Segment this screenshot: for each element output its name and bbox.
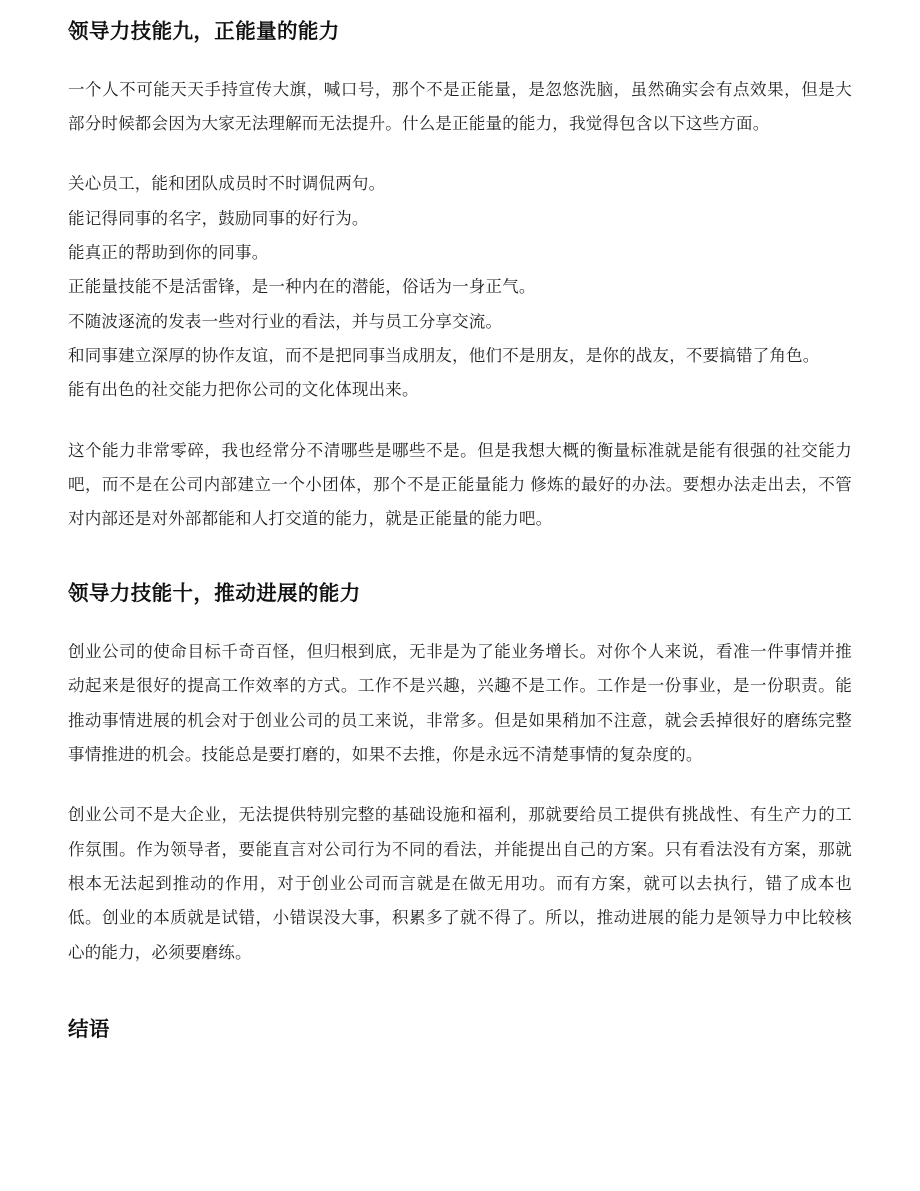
list-item: 关心员工，能和团队成员时不时调侃两句。 bbox=[68, 174, 386, 194]
list-item: 能记得同事的名字，鼓励同事的好行为。 bbox=[68, 208, 369, 228]
list-item: 能有出色的社交能力把你公司的文化体现出来。 bbox=[68, 380, 419, 400]
list-item: 不随波逐流的发表一些对行业的看法，并与员工分享交流。 bbox=[68, 311, 503, 331]
section-heading-conclusion: 结语 bbox=[68, 1017, 110, 1041]
list-item: 能真正的帮助到你的同事。 bbox=[68, 242, 269, 262]
positive-energy-ability-list bbox=[68, 167, 852, 407]
section-nine-closing-paragraph: 这个能力非常零碎，我也经常分不清哪些是哪些不是。但是我想大概的衡量标准就是能有很强的社交能力吧，而不是在公司内部建立一个小团体，那个不是正能量能力 修炼的最好的办法。要想办法走出去，不管对内部还是对外部都能和人打交道的能力，就是正能量的能力吧。 bbox=[68, 440, 852, 529]
section-heading-nine: 领导力技能九，正能量的能力 bbox=[68, 20, 340, 43]
list-item: 正能量技能不是活雷锋，是一种内在的潜能，俗话为一身正气。 bbox=[68, 277, 536, 297]
list-item: 和同事建立深厚的协作友谊，而不是把同事当成朋友，他们不是朋友，是你的战友，不要搞错了角色。 bbox=[68, 345, 820, 365]
section-ten-paragraph-one: 创业公司的使命目标千奇百怪，但归根到底，无非是为了能业务增长。对你个人来说，看准一件事情并推动起来是很好的提高工作效率的方式。工作不是兴趣，兴趣不是工作。工作是一份事业，是一份职责。能推动事情进展的机会对于创业公司的员工来说，非常多。但是如果稍加不注意，就会丢掉很好的磨练完整事情推进的机会。技能总是要打磨的，如果不去推，你是永远不清楚事情的复杂度的。 bbox=[68, 642, 852, 765]
section-ten-paragraph-two: 创业公司不是大企业，无法提供特别完整的基础设施和福利，那就要给员工提供有挑战性、有生产力的工作氛围。作为领导者，要能直言对公司行为不同的看法，并能提出自己的方案。只有看法没有方案，那就根本无法起到推动的作用，对于创业公司而言就是在做无用功。而有方案，就可以去执行，错了成本也低。创业的本质就是试错，小错误没大事，积累多了就不得了。所以，推动进展的能力是领导力中比较核心的能力，必须要磨练。 bbox=[68, 805, 852, 962]
section-heading-ten: 领导力技能十，推动进展的能力 bbox=[68, 582, 361, 606]
section-nine-intro-paragraph: 一个人不可能天天手持宣传大旗，喊口号，那个不是正能量，是忽悠洗脑，虽然确实会有点效果，但是大部分时候都会因为大家无法理解而无法提升。什么是正能量的能力，我觉得包含以下这些方面。 bbox=[68, 79, 852, 133]
